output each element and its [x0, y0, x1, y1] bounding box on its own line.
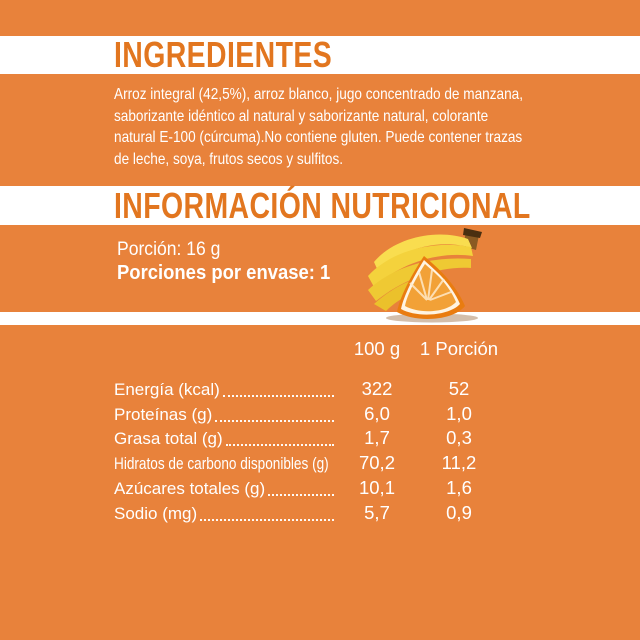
- row-value-100g: 70,2: [358, 452, 395, 474]
- row-value-portion: 52: [448, 377, 470, 399]
- column-header-100g: 100 g: [353, 338, 401, 359]
- row-value-100g: 6,0: [364, 402, 390, 424]
- table-row-sodio: [114, 502, 506, 527]
- dot-leader: [215, 420, 334, 422]
- table-row-grasa-total: [114, 427, 506, 452]
- row-value-portion: 1,6: [446, 476, 472, 498]
- dot-leader: [200, 519, 334, 521]
- row-label: Hidratos de carbono disponibles (g): [114, 454, 329, 474]
- table-row-hidratos: [114, 452, 506, 477]
- row-label: Energía (kcal): [114, 379, 220, 399]
- ingredients-title: INGREDIENTES: [114, 34, 333, 75]
- bananas-orange-slice-icon: [364, 226, 500, 324]
- row-value-portion: 11,2: [441, 452, 477, 474]
- nutrition-title-band: [0, 186, 640, 225]
- nutrition-title: INFORMACIÓN NUTRICIONAL: [114, 184, 531, 226]
- table-row-azucares: [114, 477, 506, 502]
- row-label: Azúcares totales (g): [114, 478, 266, 498]
- row-value-portion: 0,9: [446, 501, 472, 523]
- row-label: Sodio (mg): [114, 503, 198, 523]
- portions-per-pack-label: Porciones por envase: 1: [117, 261, 331, 284]
- portion-info: [117, 237, 330, 285]
- row-value-100g: 1,7: [364, 427, 390, 449]
- row-value-100g: 10,1: [358, 476, 395, 498]
- portion-size-label: Porción: 16 g: [117, 238, 221, 260]
- row-label: Proteínas (g): [114, 404, 213, 424]
- nutrition-table: [114, 338, 506, 527]
- row-value-100g: 322: [361, 377, 393, 399]
- column-header-portion: 1 Porción: [419, 338, 499, 359]
- table-row-proteinas: [114, 403, 506, 428]
- ingredients-title-band: [0, 36, 640, 74]
- row-value-100g: 5,7: [364, 501, 390, 523]
- row-value-portion: 0,3: [446, 427, 472, 449]
- table-header-row: [114, 338, 506, 363]
- dot-leader: [223, 395, 334, 397]
- dot-leader: [268, 494, 334, 496]
- row-value-portion: 1,0: [446, 402, 472, 424]
- table-row-energia: [114, 378, 506, 403]
- ingredients-text: Arroz integral (42,5%), arroz blanco, jugo concentrado de manzana, saborizante idéntico al natural y saborizante natural, colorante natural E-100 (cúrcuma).No contiene gluten. Puede contener trazas de leche, soya, frutos secos y sulfitos.: [114, 86, 523, 168]
- dot-leader: [226, 444, 334, 446]
- row-label: Grasa total (g): [114, 429, 223, 449]
- divider-strip: [0, 312, 640, 325]
